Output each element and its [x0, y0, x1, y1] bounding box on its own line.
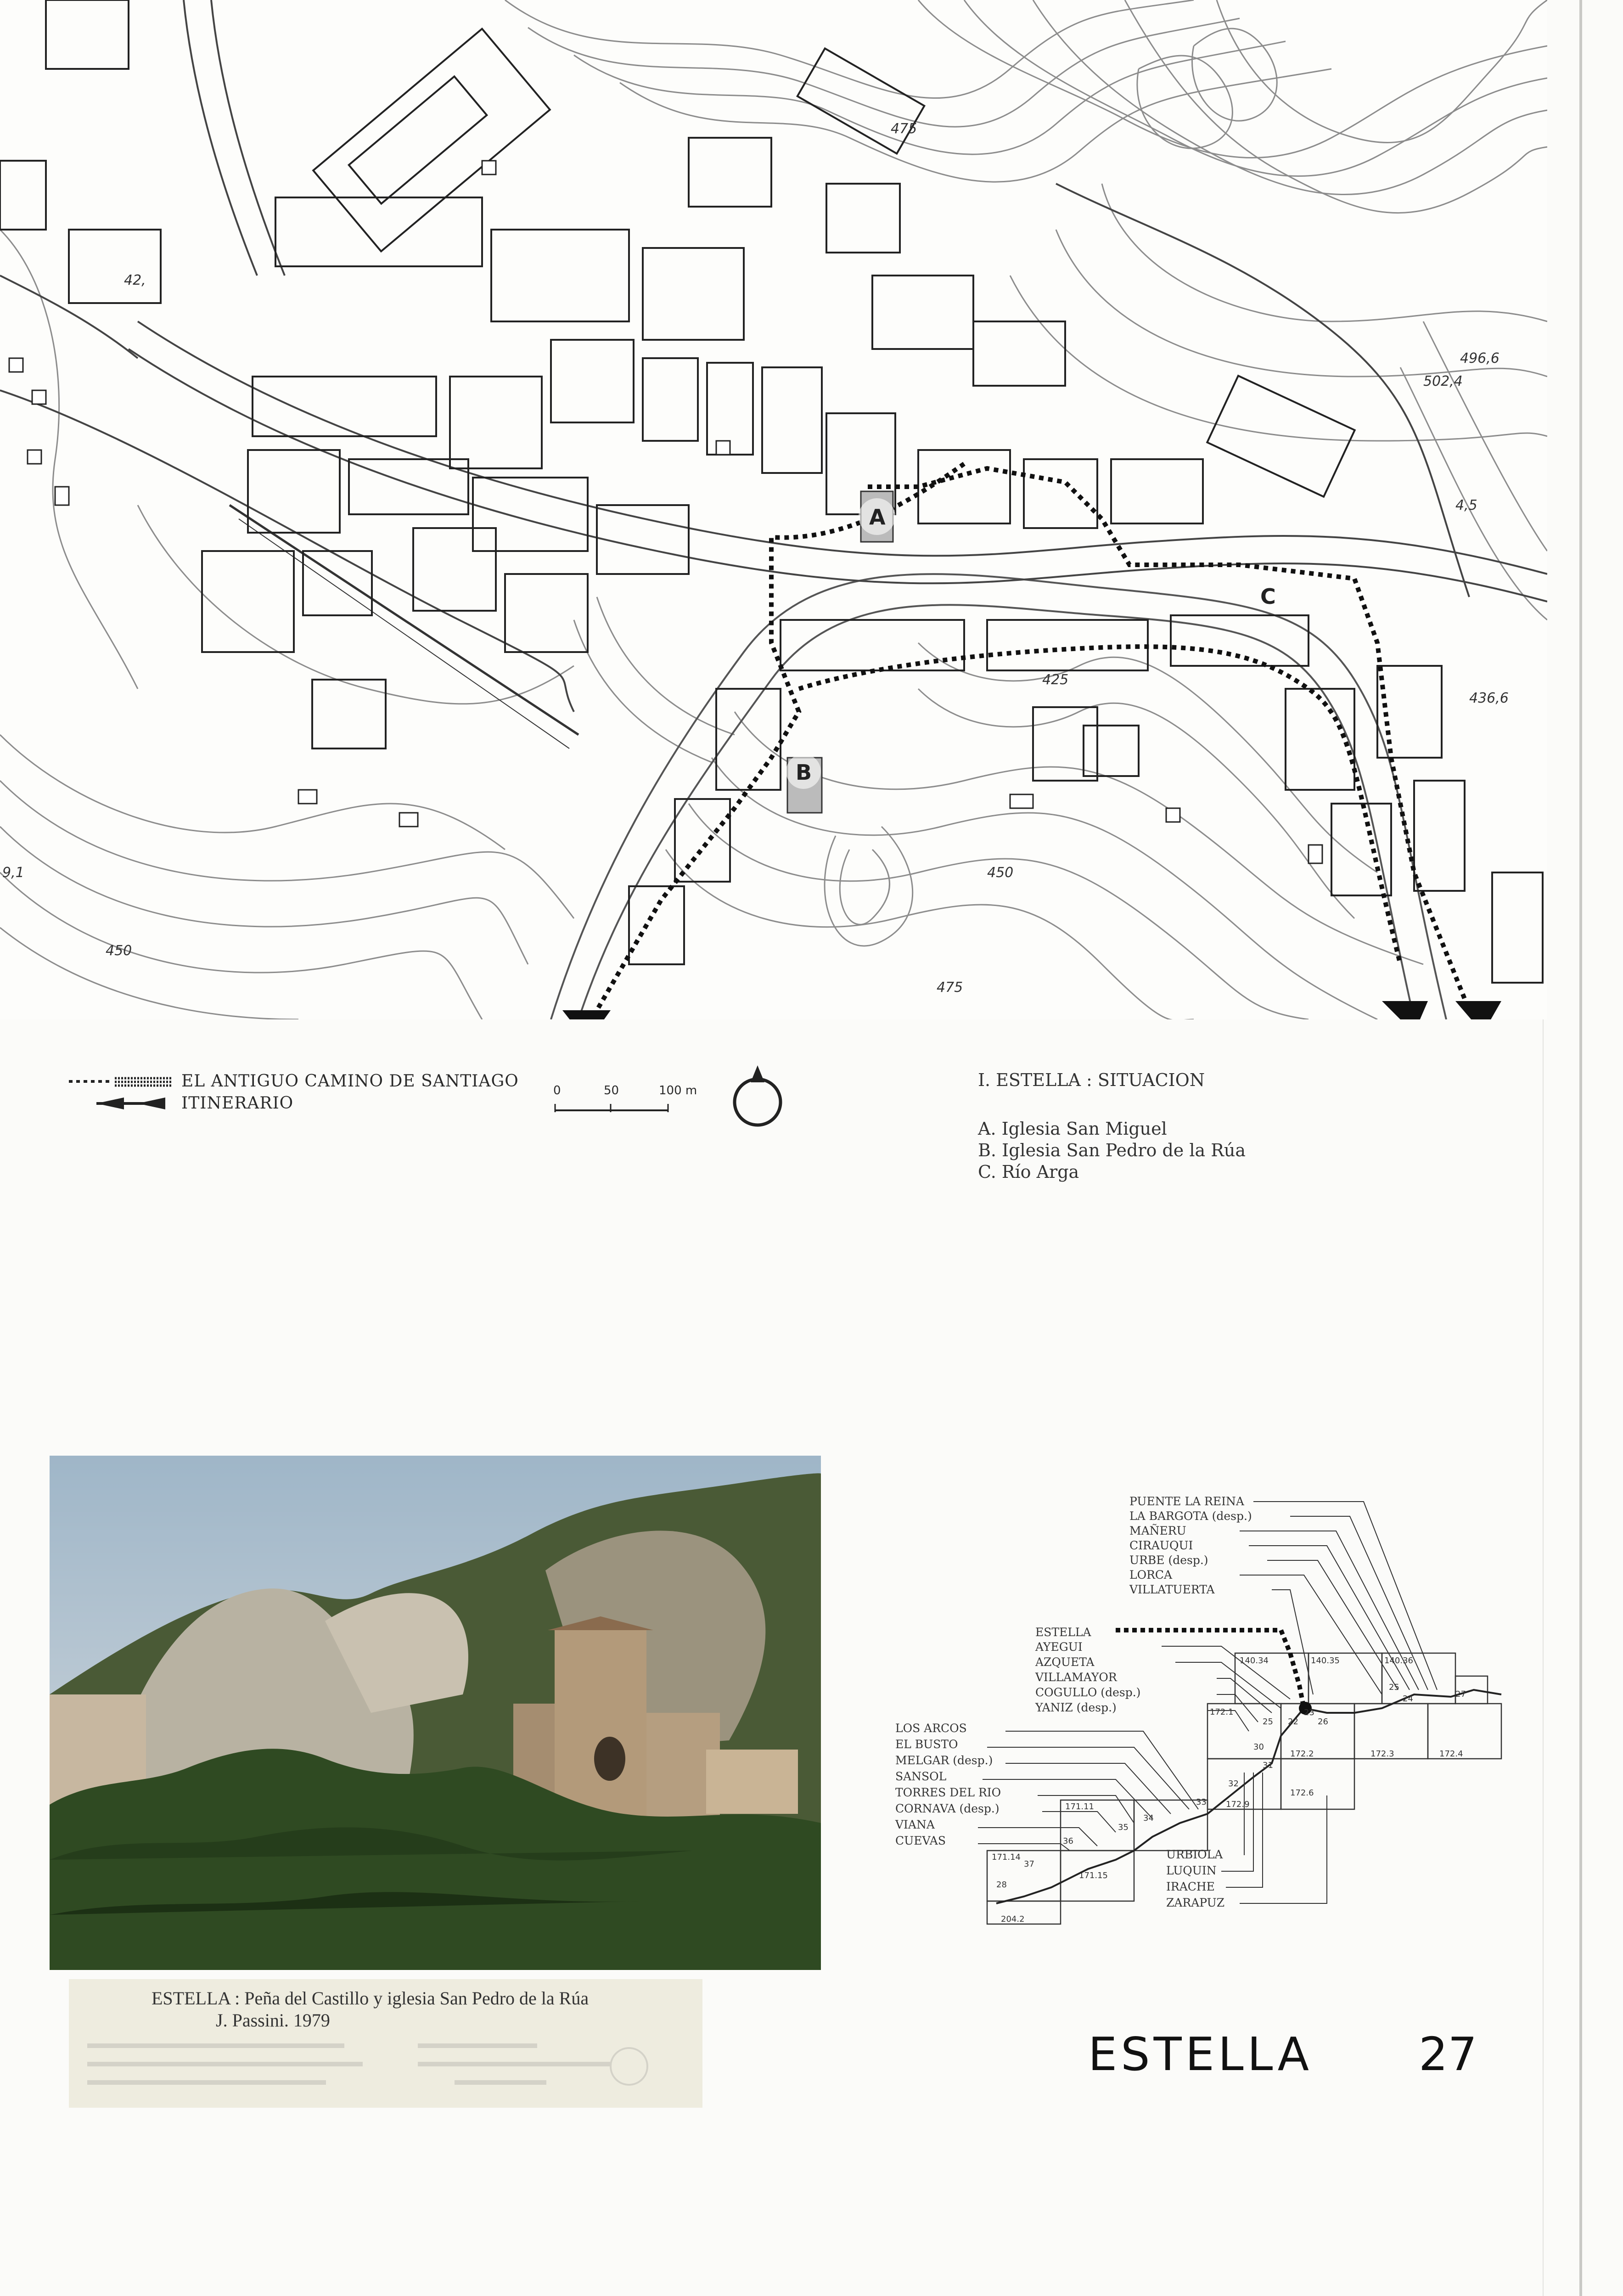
- town-label: COGULLO (desp.): [1035, 1686, 1141, 1699]
- stage-number: 28: [996, 1880, 1007, 1890]
- stage-number: 37: [1024, 1859, 1034, 1869]
- scale-tick-50: 50: [604, 1084, 619, 1097]
- town-label: VILLATUERTA: [1129, 1583, 1215, 1596]
- sheet-number: 172.6: [1290, 1788, 1314, 1798]
- stage-number: 34: [1143, 1813, 1154, 1823]
- contour-label: 450: [987, 865, 1014, 881]
- contour-label: 475: [937, 979, 963, 996]
- contour-label: 502,4: [1423, 373, 1463, 389]
- church-san-pedro: [786, 754, 822, 813]
- town-label: AYEGUI: [1035, 1640, 1083, 1654]
- legend-camino-label: EL ANTIGUO CAMINO DE SANTIAGO: [181, 1072, 519, 1091]
- photo-estella-pena-castillo: [50, 1456, 821, 1970]
- church-san-miguel: [859, 491, 895, 542]
- contour-label: 4,5: [1455, 497, 1477, 513]
- arrow-symbol: [64, 1092, 174, 1115]
- town-labels-mid: [1035, 1626, 1140, 1714]
- key-item-b: B. Iglesia San Pedro de la Rúa: [978, 1140, 1246, 1160]
- town-label: SANSOL: [895, 1770, 947, 1783]
- sheet-number: 172.1: [1210, 1707, 1234, 1717]
- town-label: VIANA: [895, 1818, 935, 1831]
- sheet-number: 172.9: [1226, 1800, 1250, 1809]
- scale-bar: [553, 1084, 719, 1125]
- legend-itinerario: [64, 1092, 546, 1115]
- estella-pointer: [1116, 1630, 1304, 1708]
- sheet-number: 172.4: [1439, 1749, 1463, 1759]
- map-heading: I. ESTELLA : SITUACION: [978, 1070, 1205, 1090]
- town-labels-bottom: [1166, 1848, 1224, 1909]
- stage-number: 23: [1304, 1708, 1314, 1717]
- marker-a: A: [869, 505, 886, 529]
- bleed-through-text: [87, 2039, 693, 2099]
- page-number: 27: [1419, 2027, 1477, 2081]
- town-label: EL BUSTO: [895, 1738, 958, 1751]
- contour-label: 475: [891, 121, 917, 137]
- map-legend: [64, 1070, 546, 1125]
- town-label: CUEVAS: [895, 1834, 946, 1847]
- stage-number: 33: [1196, 1797, 1207, 1807]
- marker-c: C: [1260, 584, 1276, 609]
- sheet-number: 140.34: [1240, 1656, 1269, 1666]
- key-item-a: A. Iglesia San Miguel: [978, 1119, 1167, 1139]
- town-label: ZARAPUZ: [1166, 1896, 1225, 1909]
- arrow-south-west: [562, 1010, 611, 1019]
- sheet-index-diagram: [886, 1492, 1511, 1929]
- town-label: LOS ARCOS: [895, 1722, 967, 1735]
- photo-caption: [69, 1979, 702, 2108]
- sheet-number: 171.11: [1065, 1802, 1094, 1812]
- caption-credit: J. Passini. 1979: [216, 2010, 330, 2031]
- sheet-number: 171.15: [1079, 1871, 1108, 1880]
- stage-number: 31: [1263, 1761, 1273, 1770]
- stage-number: 36: [1063, 1836, 1073, 1846]
- town-label: ESTELLA: [1035, 1626, 1091, 1639]
- contour-label: 450: [106, 943, 132, 959]
- town-label: CIRAUQUI: [1129, 1539, 1193, 1552]
- sheet-number: 140.36: [1384, 1656, 1413, 1666]
- town-labels-top: [1129, 1495, 1252, 1596]
- contour-label: 436,6: [1469, 690, 1509, 706]
- sheet-edge: [1579, 0, 1582, 2296]
- contour-label: 9,1: [2, 865, 24, 881]
- scale-tick-0: 0: [553, 1084, 561, 1097]
- legend-itinerario-label: ITINERARIO: [181, 1094, 294, 1113]
- map-key: [978, 1070, 1437, 1199]
- stage-number: 32: [1228, 1779, 1239, 1789]
- north-arrow-icon: [730, 1058, 785, 1132]
- river-label: [1260, 584, 1276, 609]
- town-label: CORNAVA (desp.): [895, 1802, 1000, 1815]
- town-label: LUQUIN: [1166, 1864, 1217, 1877]
- stage-number: 30: [1253, 1742, 1264, 1752]
- sheet-number: 172.3: [1370, 1749, 1394, 1759]
- dotted-line-symbol: [64, 1070, 174, 1093]
- sheet-number: 204.2: [1001, 1914, 1025, 1924]
- caption-title: ESTELLA : Peña del Castillo y iglesia San Pedro de la Rúa: [152, 1988, 589, 2009]
- contour-label: 425: [1042, 672, 1069, 688]
- town-label: MELGAR (desp.): [895, 1754, 993, 1767]
- town-label: PUENTE LA REINA: [1129, 1495, 1244, 1508]
- route-sheet-diagram: [886, 1492, 1511, 1929]
- contour-label: 496,6: [1460, 350, 1499, 366]
- stage-number: 24: [1403, 1694, 1413, 1704]
- key-item-c: C. Río Arga: [978, 1162, 1079, 1182]
- photograph: [50, 1456, 821, 1970]
- stage-number: 35: [1118, 1823, 1129, 1832]
- sheet-number: 172.2: [1290, 1749, 1314, 1759]
- sheet-number: 171.14: [992, 1852, 1021, 1862]
- stage-number: 25: [1389, 1683, 1399, 1692]
- town-label: LORCA: [1129, 1568, 1173, 1581]
- topographic-map: [0, 0, 1547, 1019]
- town-label: VILLAMAYOR: [1035, 1671, 1117, 1684]
- scale-tick-100: 100 m: [659, 1084, 697, 1097]
- stage-number: 22: [1288, 1717, 1298, 1727]
- stage-number: 27: [1455, 1689, 1466, 1699]
- town-label: IRACHE: [1166, 1880, 1215, 1893]
- town-label: LA BARGOTA (desp.): [1129, 1509, 1252, 1523]
- contour-label: 42,: [124, 272, 146, 288]
- stage-number: 26: [1318, 1717, 1328, 1727]
- town-label: URBIOLA: [1166, 1848, 1223, 1861]
- scale-line: [553, 1100, 673, 1114]
- town-label: MAÑERU: [1129, 1524, 1186, 1537]
- town-label: AZQUETA: [1035, 1655, 1095, 1669]
- marker-b: B: [796, 760, 812, 785]
- stage-number: 25: [1263, 1717, 1273, 1727]
- town-label: TORRES DEL RIO: [895, 1786, 1001, 1799]
- sheet-number: 140.35: [1311, 1656, 1340, 1666]
- map-drawing: [0, 0, 1547, 1019]
- town-label: YANIZ (desp.): [1035, 1701, 1117, 1714]
- town-label: URBE (desp.): [1129, 1553, 1208, 1567]
- legend-camino: [64, 1070, 546, 1093]
- page-title: ESTELLA: [1088, 2027, 1313, 2081]
- town-labels-left: [895, 1722, 1001, 1847]
